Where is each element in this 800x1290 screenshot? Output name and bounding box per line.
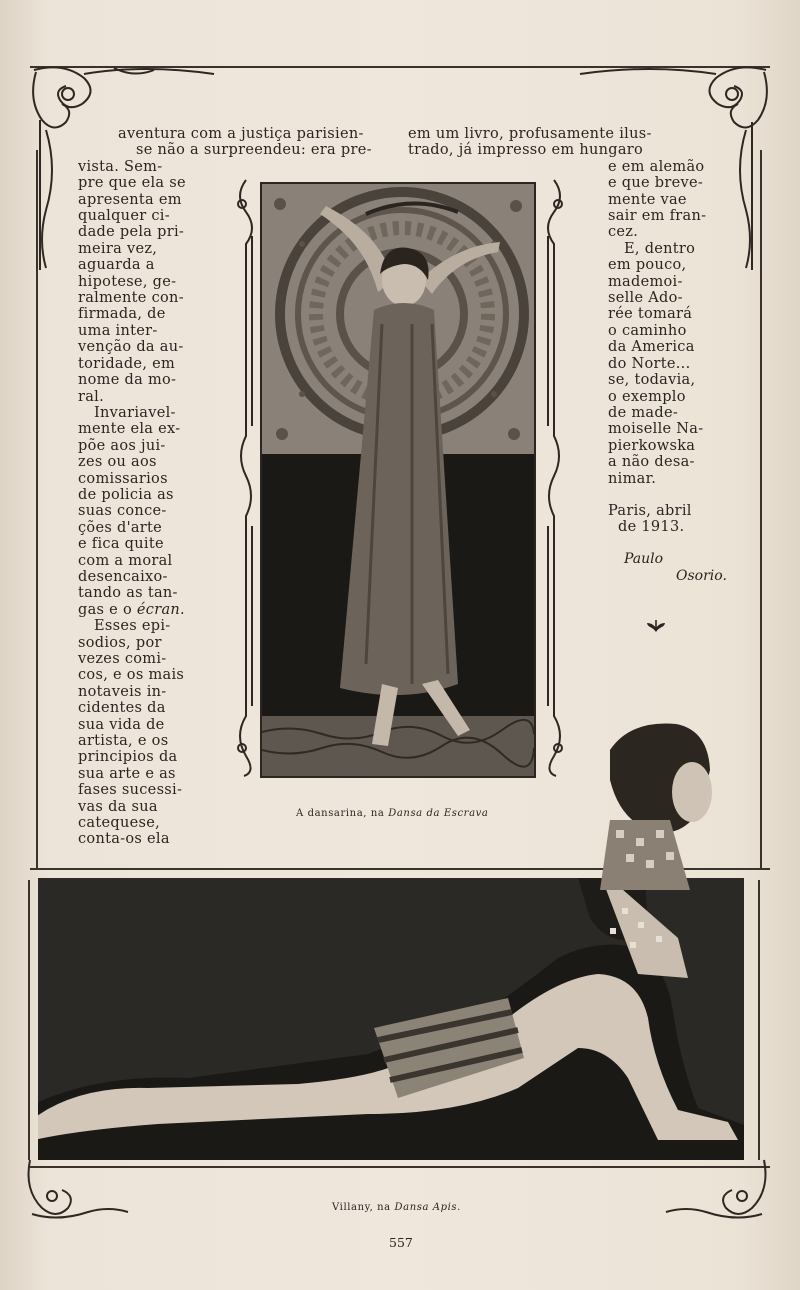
frame-lower-right-rule	[758, 880, 760, 1160]
dancer-head-illustration	[580, 720, 730, 890]
text-line: tando as tan-	[78, 585, 178, 602]
text-line: nimar.	[608, 470, 657, 487]
dancer-photo	[260, 182, 536, 778]
photo2-caption-title: Dansa Apis	[394, 1202, 458, 1213]
text-line: da America	[608, 339, 695, 356]
photo1-caption-title: Dansa da Escrava	[388, 808, 489, 819]
text-line: cidentes da	[78, 700, 166, 717]
text-line: o caminho	[608, 322, 687, 339]
text-line: em um livro, profusamente ilus-	[408, 126, 652, 142]
text-line: suas conce-	[78, 503, 167, 520]
text-line: meira vez,	[78, 240, 158, 257]
text-line: vista. Sem-	[78, 158, 163, 175]
text-line: zes ou aos	[78, 454, 157, 471]
text-line: do Norte...	[608, 355, 691, 372]
text-line: gas e o écran.	[78, 601, 185, 618]
signature-first-name: Paulo	[624, 551, 664, 567]
text-line: conta-os ela	[78, 831, 170, 848]
photo2-caption: Villany, na Dansa Apis.	[332, 1202, 461, 1213]
text-line: pre que ela se	[78, 175, 186, 192]
bottom-left-ornament	[18, 1150, 138, 1230]
text-line: rée tomará	[608, 306, 693, 323]
ecran-word: écran	[136, 601, 181, 618]
text-line: mente vae	[608, 191, 687, 208]
opening-line-2: se não a surpreendeu: era pre-	[136, 142, 372, 159]
text-line: em pouco,	[608, 257, 687, 274]
page-number: 557	[389, 1235, 413, 1250]
text-line: vas da sua	[78, 798, 158, 815]
text-line: de made-	[608, 404, 679, 421]
text-line: principios da	[78, 749, 178, 766]
left-text-column	[78, 126, 372, 848]
text-line: o exemplo	[608, 388, 686, 405]
text-line: uma inter-	[78, 322, 158, 339]
dancer-apis-illustration	[38, 878, 744, 1160]
text-line: vezes comi-	[78, 651, 167, 667]
text-line: sua vida de	[78, 716, 165, 733]
text-line: Invariavel-	[94, 404, 176, 421]
text-line: E, dentro	[624, 240, 696, 257]
text-line: moiselle Na-	[608, 421, 704, 438]
bottom-right-ornament	[656, 1150, 776, 1230]
text-line: sair em fran-	[608, 208, 707, 225]
signature-last-name: Osorio.	[676, 568, 727, 584]
dateline-line-2: de 1913.	[618, 519, 685, 536]
text-line: artista, e os	[78, 733, 169, 750]
text-line: a não desa-	[608, 454, 695, 471]
text-line: firmada, de	[78, 306, 166, 323]
text-line: ralmente con-	[78, 290, 184, 307]
opening-line-1: aventura com a justiça parisien-	[118, 126, 364, 142]
text-line: notaveis in-	[78, 683, 167, 700]
photo-right-ornament	[538, 176, 568, 780]
text-line: e que breve-	[608, 175, 704, 192]
text-line: ral.	[78, 388, 105, 405]
text-line: selle Ado-	[608, 290, 683, 307]
fleuron-icon	[646, 618, 666, 634]
dancer-photo-frame	[232, 176, 568, 780]
text-line: hipotese, ge-	[78, 273, 177, 290]
text-line: de policia as	[78, 486, 174, 503]
dancer-slave-dance-illustration	[262, 184, 534, 776]
photo1-caption: A dansarina, na Dansa da Escrava	[296, 808, 489, 819]
text-line: sodios, por	[78, 634, 162, 651]
text-line: se, todavia,	[608, 372, 696, 389]
text-line: Esses epi-	[94, 618, 171, 635]
text-line: mademoi-	[608, 273, 683, 290]
text-line: e em alemão	[608, 158, 705, 175]
photo-left-ornament	[232, 176, 262, 780]
text-line: nome da mo-	[78, 372, 177, 389]
text-line: toridade, em	[78, 355, 176, 372]
text-line: aguarda a	[78, 257, 155, 274]
text-line: dade pela pri-	[78, 224, 185, 241]
text-line: com a moral	[78, 552, 173, 569]
text-line: ções d'arte	[78, 519, 163, 536]
text-line: e fica quite	[78, 536, 164, 553]
text-line: cos, e os mais	[78, 667, 185, 684]
text-line: apresenta em	[78, 191, 182, 208]
text-line: fases sucessi-	[78, 782, 183, 799]
text-line: catequese,	[78, 815, 161, 832]
text-line: venção da au-	[78, 339, 184, 356]
text-line: sua arte e as	[78, 765, 176, 782]
text-line: comissarios	[78, 470, 168, 487]
text-line: qualquer ci-	[78, 208, 170, 225]
author-signature	[624, 551, 727, 585]
text-line: mente ela ex-	[78, 421, 181, 438]
dateline-line-1: Paris, abril	[608, 502, 692, 519]
text-line: desencaixo-	[78, 568, 168, 585]
text-line: trado, já impresso em hungaro	[408, 142, 644, 159]
text-line: pierkowska	[608, 437, 696, 454]
apis-dance-photo	[38, 878, 744, 1160]
text-line: cez.	[608, 224, 639, 241]
text-line: põe aos jui-	[78, 437, 166, 454]
frame-lower-left-rule	[28, 880, 30, 1160]
